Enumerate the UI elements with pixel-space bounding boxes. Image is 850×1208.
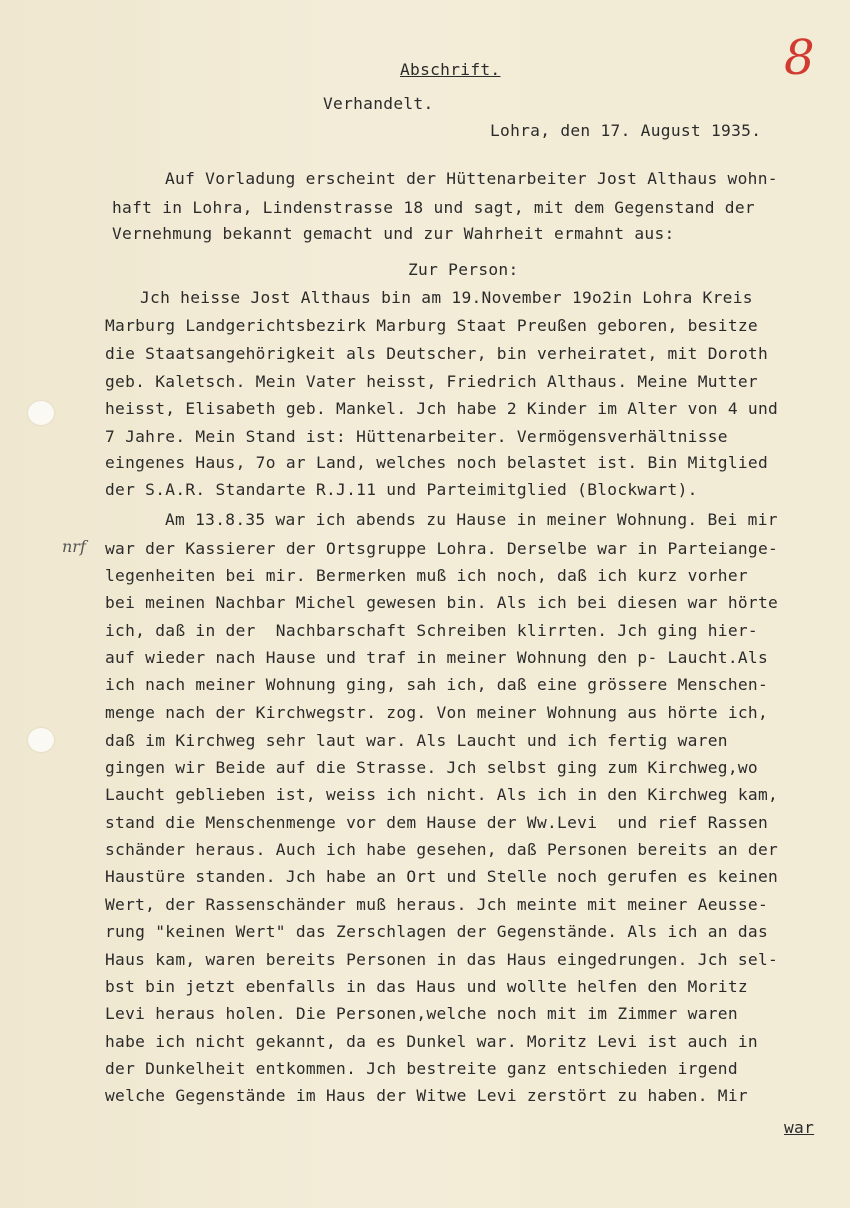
document-subtitle: Verhandelt. — [323, 94, 434, 113]
statement-line: bei meinen Nachbar Michel gewesen bin. Als ich bei diesen war hörte — [105, 593, 779, 612]
statement-line: Haustüre standen. Jch habe an Ort und Stelle noch gerufen es keinen — [105, 867, 779, 886]
statement-line: gingen wir Beide auf die Strasse. Jch selbst ging zum Kirchweg,wo — [105, 758, 758, 777]
place-date: Lohra, den 17. August 1935. — [490, 121, 762, 140]
section-heading: Zur Person: — [408, 260, 519, 279]
statement-line: Haus kam, waren bereits Personen in das Haus eingedrungen. Jch sel- — [105, 950, 779, 969]
person-line: die Staatsangehörigkeit als Deutscher, bin verheiratet, mit Doroth — [105, 344, 769, 363]
statement-line: der Dunkelheit entkommen. Jch bestreite ganz entschieden irgend — [105, 1059, 738, 1078]
statement-line: stand die Menschenmenge vor dem Hause der Ww.Levi und rief Rassen — [105, 813, 769, 832]
statement-line: legenheiten bei mir. Bermerken muß ich noch, daß ich kurz vorher — [105, 566, 748, 585]
page-catchword: war — [784, 1118, 815, 1137]
person-line: der S.A.R. Standarte R.J.11 und Parteimitglied (Blockwart). — [105, 480, 698, 499]
person-line: Jch heisse Jost Althaus bin am 19.November 19o2in Lohra Kreis — [140, 288, 753, 307]
statement-line: auf wieder nach Hause und traf in meiner Wohnung den p- Laucht.Als — [105, 648, 769, 667]
intro-line: Vernehmung bekannt gemacht und zur Wahrheit ermahnt aus: — [112, 224, 675, 243]
page-number: 8 — [784, 30, 815, 86]
margin-annotation: nrf — [62, 537, 86, 556]
statement-line: habe ich nicht gekannt, da es Dunkel war. Moritz Levi ist auch in — [105, 1032, 758, 1051]
person-line: eingenes Haus, 7o ar Land, welches noch belastet ist. Bin Mitglied — [105, 453, 769, 472]
person-line: Marburg Landgerichtsbezirk Marburg Staat Preußen geboren, besitze — [105, 316, 758, 335]
statement-line: bst bin jetzt ebenfalls in das Haus und wollte helfen den Moritz — [105, 977, 748, 996]
intro-line: Auf Vorladung erscheint der Hüttenarbeiter Jost Althaus wohn- — [165, 169, 778, 188]
person-line: 7 Jahre. Mein Stand ist: Hüttenarbeiter. Vermögensverhältnisse — [105, 427, 728, 446]
statement-line: welche Gegenstände im Haus der Witwe Levi zerstört zu haben. Mir — [105, 1086, 748, 1105]
person-line: heisst, Elisabeth geb. Mankel. Jch habe 2 Kinder im Alter von 4 und — [105, 399, 779, 418]
statement-line: Laucht geblieben ist, weiss ich nicht. Als ich in den Kirchweg kam, — [105, 785, 779, 804]
statement-line: daß im Kirchweg sehr laut war. Als Laucht und ich fertig waren — [105, 731, 728, 750]
statement-line: Am 13.8.35 war ich abends zu Hause in meiner Wohnung. Bei mir — [165, 510, 778, 529]
statement-line: war der Kassierer der Ortsgruppe Lohra. Derselbe war in Parteiange- — [105, 539, 779, 558]
statement-line: ich, daß in der Nachbarschaft Schreiben klirrten. Jch ging hier- — [105, 621, 758, 640]
statement-line: Wert, der Rassenschänder muß heraus. Jch meinte mit meiner Aeusse- — [105, 895, 769, 914]
document-title: Abschrift. — [400, 60, 501, 79]
punch-hole-bottom — [28, 728, 54, 752]
statement-line: rung "keinen Wert" das Zerschlagen der Gegenstände. Als ich an das — [105, 922, 769, 941]
statement-line: schänder heraus. Auch ich habe gesehen, daß Personen bereits an der — [105, 840, 779, 859]
statement-line: ich nach meiner Wohnung ging, sah ich, daß eine grössere Menschen- — [105, 675, 769, 694]
statement-line: menge nach der Kirchwegstr. zog. Von meiner Wohnung aus hörte ich, — [105, 703, 769, 722]
punch-hole-top — [28, 401, 54, 425]
statement-line: Levi heraus holen. Die Personen,welche noch mit im Zimmer waren — [105, 1004, 738, 1023]
intro-line: haft in Lohra, Lindenstrasse 18 und sagt, mit dem Gegenstand der — [112, 198, 755, 217]
person-line: geb. Kaletsch. Mein Vater heisst, Friedrich Althaus. Meine Mutter — [105, 372, 758, 391]
